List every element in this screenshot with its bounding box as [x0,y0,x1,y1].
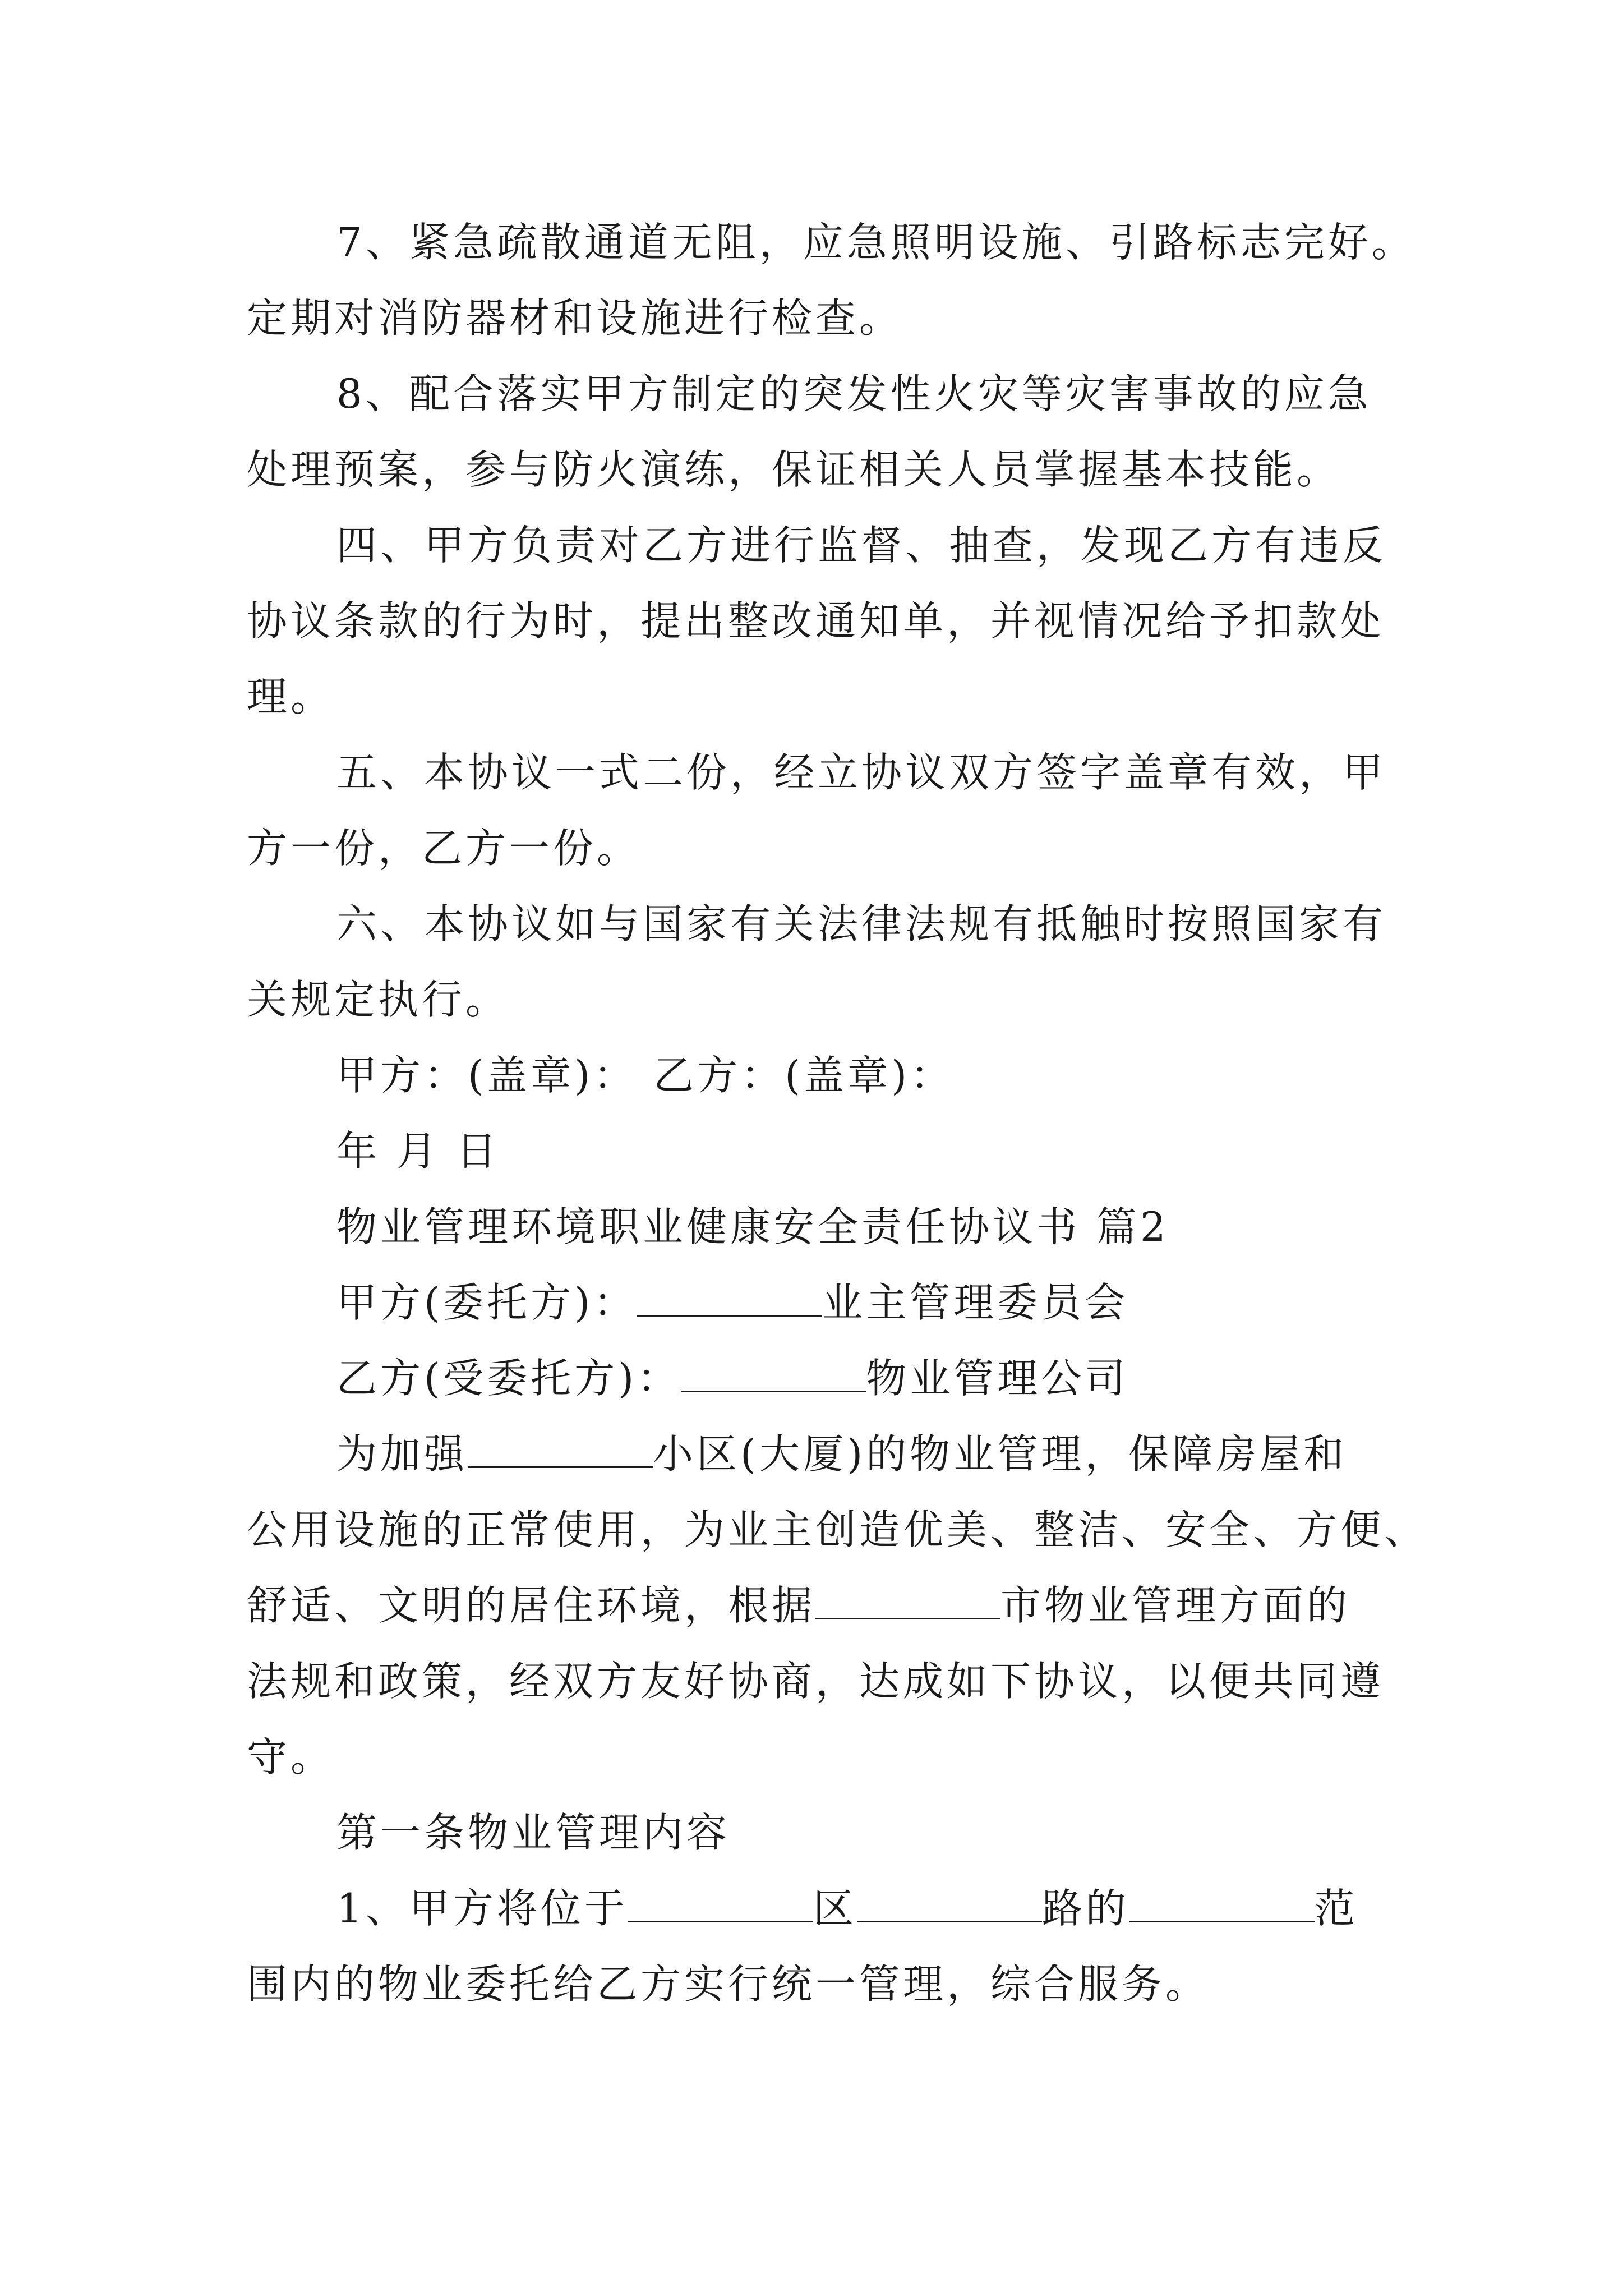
paragraph-line: 公用设施的正常使用，为业主创造优美、整洁、安全、方便、 [247,1506,1428,1553]
text-line: 协议条款的行为时，提出整改通知单，并视情况给予扣款处 [247,597,1385,645]
text-span: 1、甲方将位于 [336,1885,628,1932]
text-span: 区 [813,1885,857,1932]
text-span: 舒适、文明的居住环境，根据 [247,1582,816,1629]
signature-line: 甲方：(盖章)： 乙方：(盖章)： [336,1052,955,1099]
article-heading: 第一条物业管理内容 [336,1809,731,1856]
blank-field [815,1583,1000,1619]
text-line: 方一份，乙方一份。 [247,825,641,872]
paragraph-line: 守。 [247,1733,335,1780]
blank-field [628,1886,813,1922]
party-b-line [336,1350,1128,1406]
text-line: 7、紧急疏散通道无阻，应急照明设施、引路标志完好。 [336,219,1415,266]
text-span: 范 [1314,1885,1358,1932]
blank-field [857,1886,1042,1922]
text-line: 理。 [247,673,335,720]
blank-field [468,1432,653,1468]
text-line: 8、配合落实甲方制定的突发性火灾等灾害事故的应急 [336,370,1372,417]
paragraph-line [247,1577,1350,1634]
party-b-prefix: 乙方(受委托方)： [336,1355,681,1402]
text-span: 市物业管理方面的 [1000,1582,1351,1629]
party-b-suffix: 物业管理公司 [866,1355,1129,1402]
section-title: 物业管理环境职业健康安全责任协议书 篇2 [336,1203,1169,1250]
party-a-prefix: 甲方(委托方)： [336,1279,638,1326]
date-line: 年 月 日 [336,1128,500,1175]
text-line: 处理预案，参与防火演练，保证相关人员掌握基本技能。 [247,446,1341,493]
paragraph-line: 法规和政策，经双方友好协商，达成如下协议，以便共同遵 [247,1658,1385,1705]
party-a-suffix: 业主管理委员会 [822,1279,1129,1326]
text-line: 四、甲方负责对乙方进行监督、抽查，发现乙方有违反 [336,522,1387,569]
blank-field [1129,1886,1315,1922]
text-span: 为加强 [336,1430,468,1478]
text-line: 六、本协议如与国家有关法律法规有抵触时按照国家有 [336,900,1387,947]
blank-field [637,1280,822,1317]
paragraph-line: 围内的物业委托给乙方实行统一管理，综合服务。 [247,1961,1210,2008]
party-a-line [336,1274,1128,1331]
text-line: 定期对消防器材和设施进行检查。 [247,295,903,342]
text-line: 关规定执行。 [247,976,510,1023]
paragraph-line [336,1880,1358,1936]
text-line: 五、本协议一式二份，经立协议双方签字盖章有效，甲 [336,749,1387,796]
blank-field [681,1356,866,1392]
text-span: 路的 [1041,1885,1129,1932]
paragraph-line [336,1426,1347,1482]
text-span: 小区(大厦)的物业管理，保障房屋和 [653,1430,1348,1478]
